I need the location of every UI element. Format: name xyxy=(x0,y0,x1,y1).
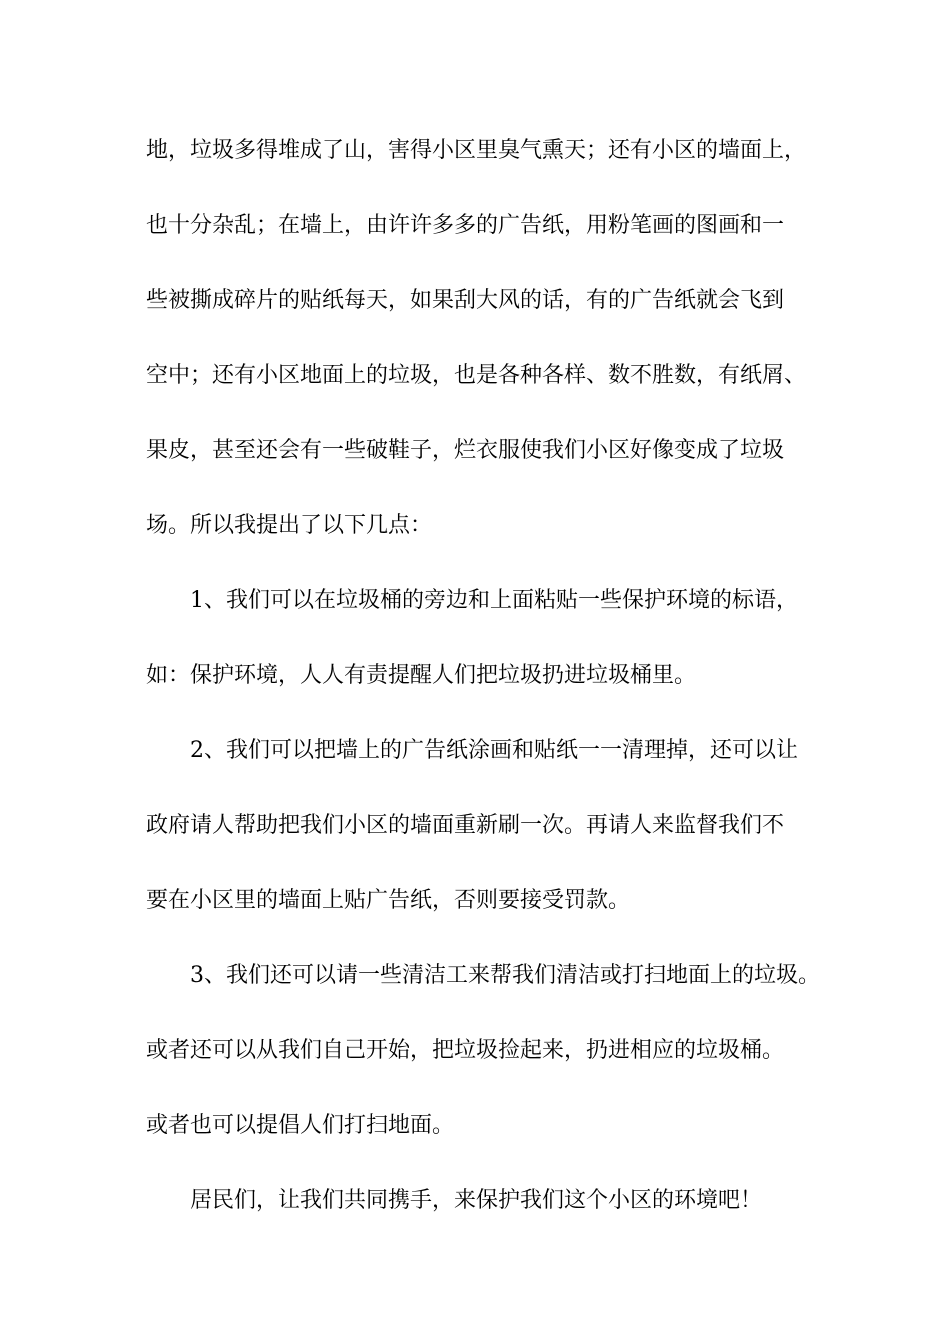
text-line-point-2: 2、我们可以把墙上的广告纸涂画和贴纸一一清理掉，还可以让 xyxy=(190,738,798,763)
document-body xyxy=(146,132,826,1257)
text-line: 些被撕成碎片的贴纸每天，如果刮大风的话，有的广告纸就会飞到 xyxy=(146,288,785,313)
text-line: 或者还可以从我们自己开始，把垃圾捡起来，扔进相应的垃圾桶。 xyxy=(146,1038,785,1063)
text-line: 也十分杂乱；在墙上，由许许多多的广告纸，用粉笔画的图画和一 xyxy=(146,213,785,238)
text-line-point-1: 1、我们可以在垃圾桶的旁边和上面粘贴一些保护环境的标语， xyxy=(190,588,798,613)
text-line: 如：保护环境，人人有责提醒人们把垃圾扔进垃圾桶里。 xyxy=(146,663,697,688)
text-line: 空中；还有小区地面上的垃圾，也是各种各样、数不胜数，有纸屑、 xyxy=(146,363,807,388)
text-line-closing: 居民们，让我们共同携手，来保护我们这个小区的环境吧！ xyxy=(190,1188,763,1213)
text-line: 要在小区里的墙面上贴广告纸，否则要接受罚款。 xyxy=(146,888,631,913)
text-line: 场。所以我提出了以下几点： xyxy=(146,513,433,538)
text-line-point-3: 3、我们还可以请一些清洁工来帮我们清洁或打扫地面上的垃圾。 xyxy=(190,963,820,988)
text-line: 或者也可以提倡人们打扫地面。 xyxy=(146,1113,455,1138)
text-line: 地，垃圾多得堆成了山，害得小区里臭气熏天；还有小区的墙面上， xyxy=(146,138,807,163)
text-line: 政府请人帮助把我们小区的墙面重新刷一次。再请人来监督我们不 xyxy=(146,813,785,838)
text-line: 果皮，甚至还会有一些破鞋子，烂衣服使我们小区好像变成了垃圾 xyxy=(146,438,785,463)
